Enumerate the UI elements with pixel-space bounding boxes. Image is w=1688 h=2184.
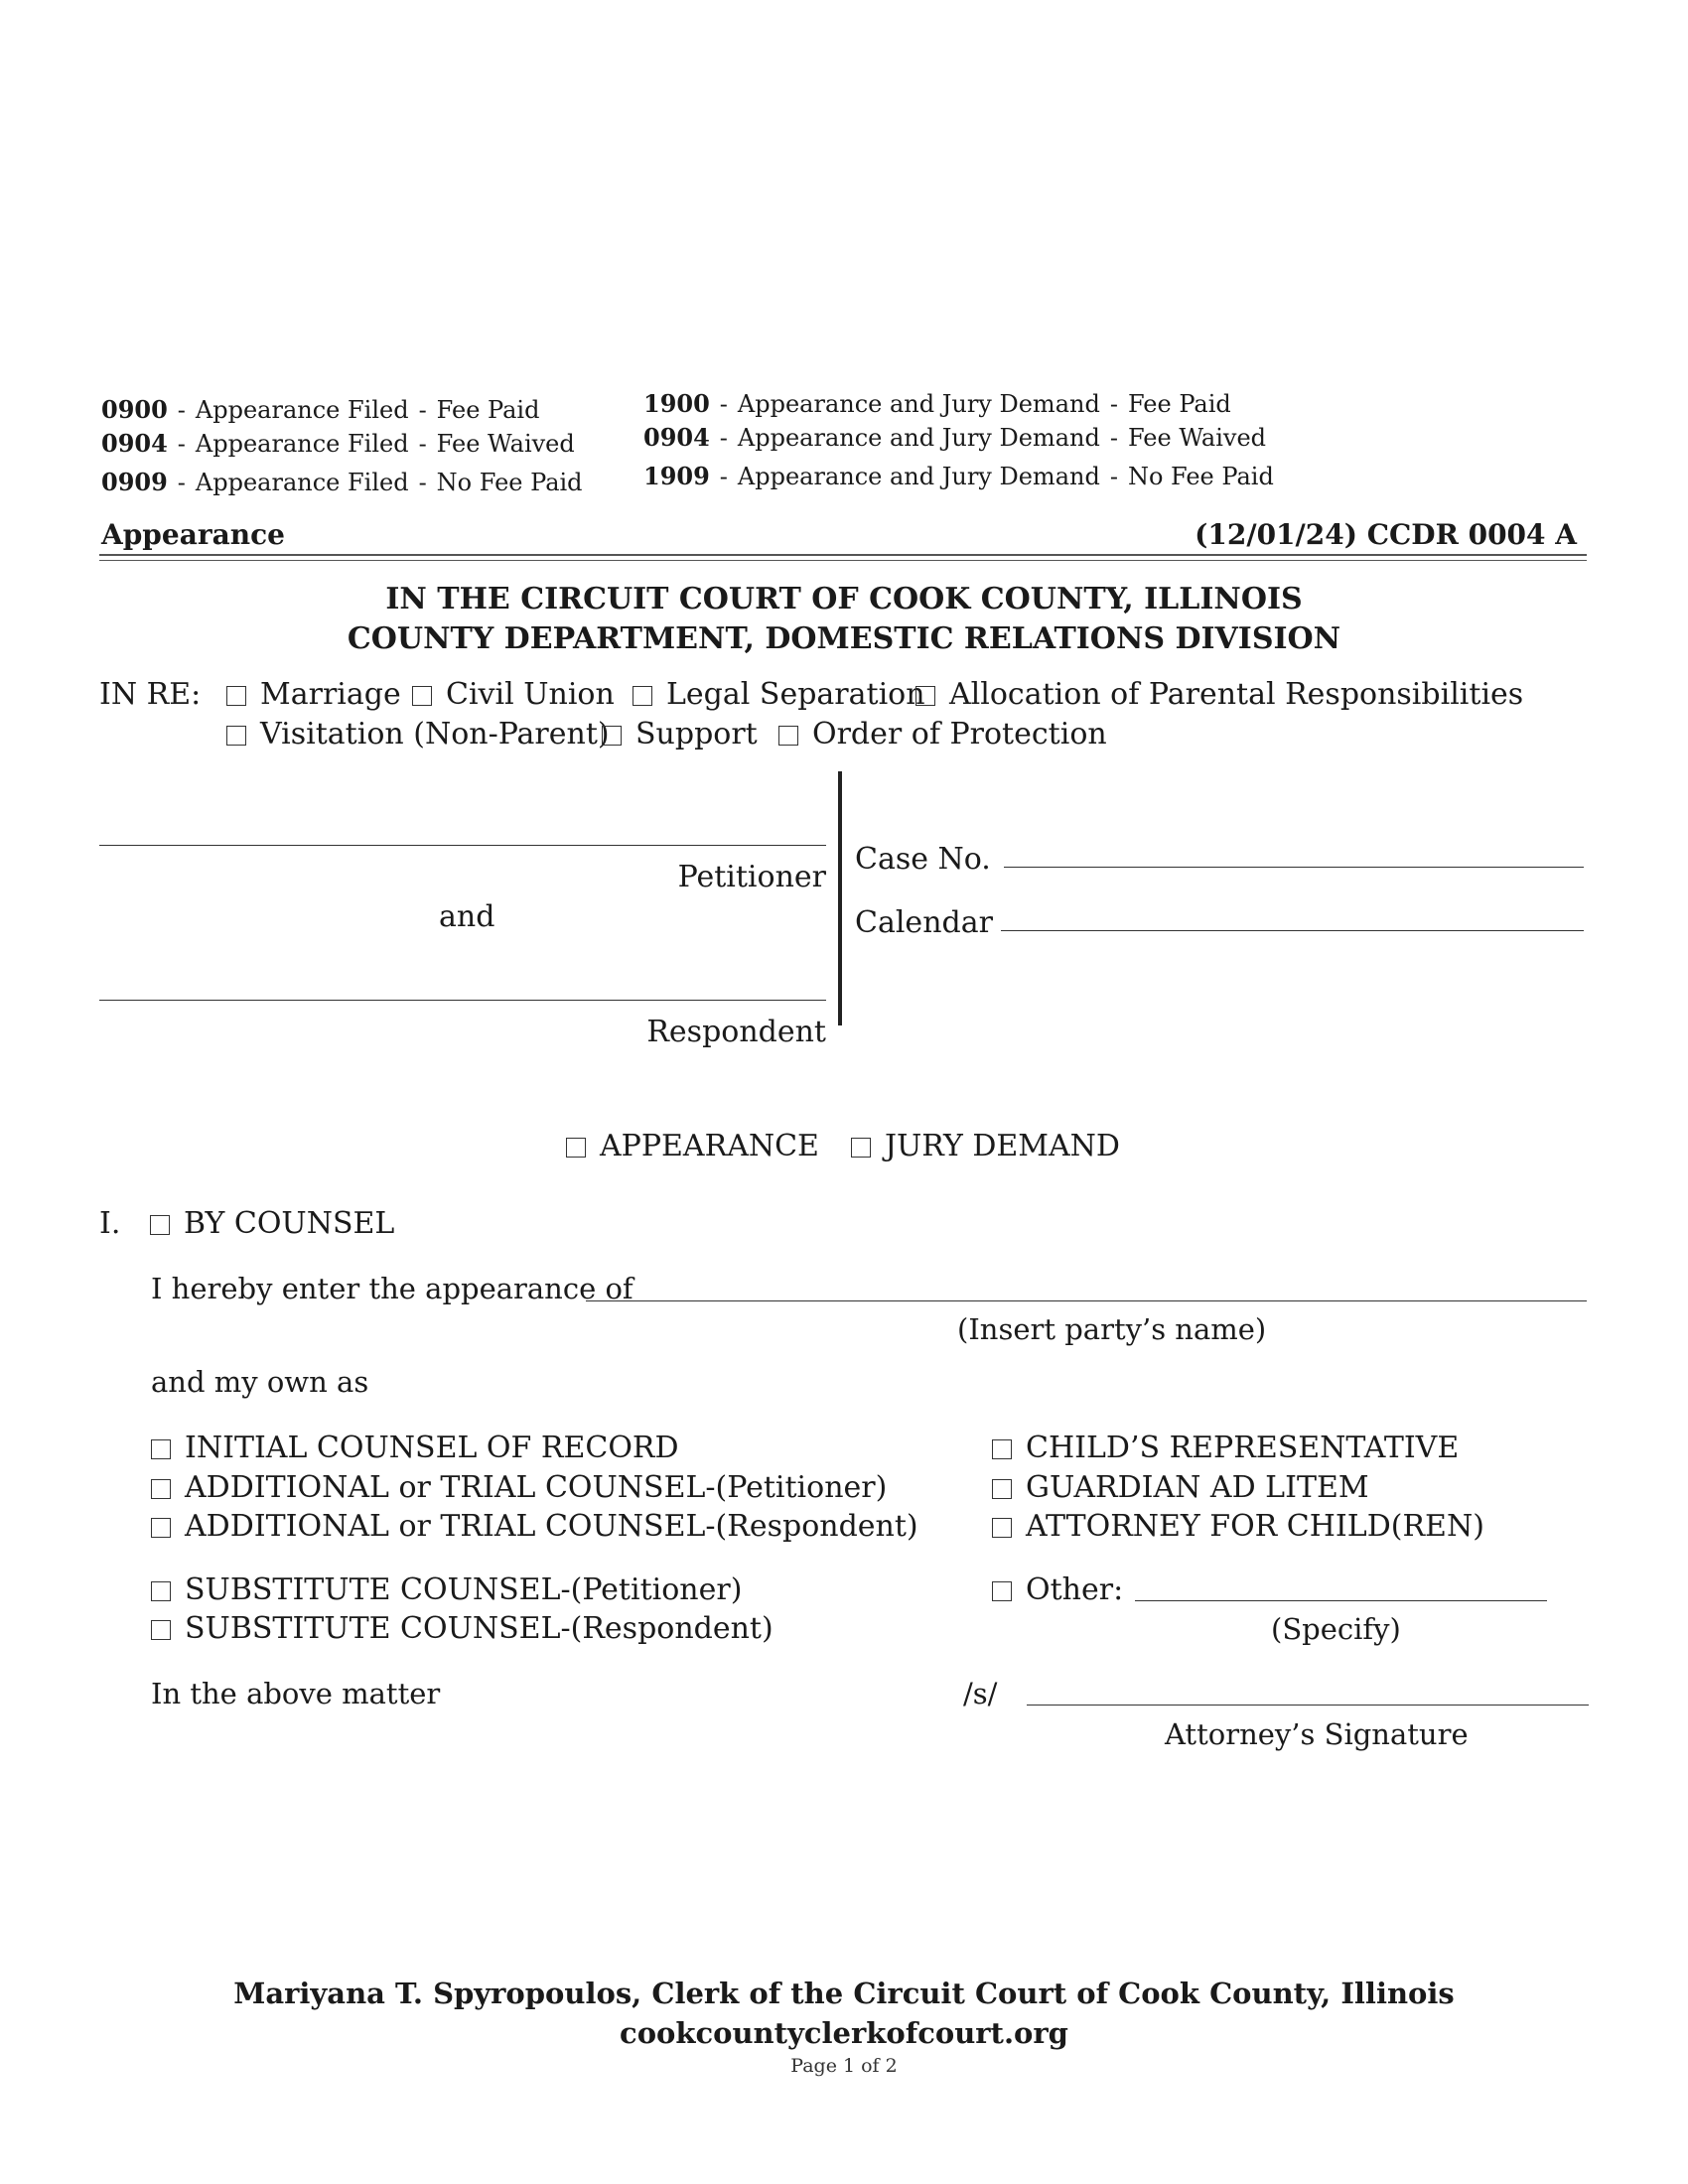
footer-clerk: Mariyana T. Spyropoulos, Clerk of the Circuit Court of Cook County, Illinois bbox=[233, 1977, 1455, 2010]
in-re-option-order-of-protection[interactable]: Order of Protection bbox=[778, 717, 1107, 751]
option-additional-counsel-petitioner[interactable]: ADDITIONAL or TRIAL COUNSEL-(Petitioner) bbox=[151, 1470, 887, 1505]
checkbox[interactable] bbox=[633, 686, 652, 706]
checkbox[interactable] bbox=[151, 1518, 171, 1538]
option-childs-representative[interactable]: CHILD’S REPRESENTATIVE bbox=[992, 1431, 1459, 1465]
case-no-label: Case No. bbox=[855, 842, 991, 877]
option-additional-counsel-respondent[interactable]: ADDITIONAL or TRIAL COUNSEL-(Respondent) bbox=[151, 1509, 918, 1544]
signature-label: Attorney’s Signature bbox=[1165, 1717, 1469, 1751]
calendar-label: Calendar bbox=[855, 905, 993, 940]
option-appearance[interactable]: APPEARANCE bbox=[566, 1129, 819, 1163]
checkbox[interactable] bbox=[992, 1581, 1012, 1601]
signature-prefix: /s/ bbox=[963, 1677, 998, 1710]
option-guardian-ad-litem[interactable]: GUARDIAN AD LITEM bbox=[992, 1470, 1369, 1505]
section-numeral: I. bbox=[99, 1206, 121, 1241]
code-row-1909: 1909 - Appearance and Jury Demand - No Fee Paid bbox=[643, 462, 1274, 490]
option-substitute-counsel-respondent[interactable]: SUBSTITUTE COUNSEL-(Respondent) bbox=[151, 1611, 774, 1646]
code-row-0909: 0909 - Appearance Filed - No Fee Paid bbox=[101, 468, 583, 496]
code-row-0904: 0904 - Appearance Filed - Fee Waived bbox=[101, 429, 575, 458]
in-re-option-support[interactable]: Support bbox=[602, 717, 758, 751]
enter-appearance-text: I hereby enter the appearance of bbox=[151, 1272, 633, 1305]
checkbox[interactable] bbox=[915, 686, 935, 706]
option-jury-demand[interactable]: JURY DEMAND bbox=[851, 1129, 1120, 1163]
petitioner-label: Petitioner bbox=[677, 860, 826, 894]
respondent-name-line[interactable] bbox=[99, 1000, 826, 1001]
option-substitute-counsel-petitioner[interactable]: SUBSTITUTE COUNSEL-(Petitioner) bbox=[151, 1572, 742, 1607]
attorney-signature-line[interactable] bbox=[1027, 1705, 1589, 1706]
code-row-1900: 1900 - Appearance and Jury Demand - Fee Paid bbox=[643, 389, 1231, 418]
caption-divider bbox=[838, 771, 842, 1025]
in-re-option-civil-union[interactable]: Civil Union bbox=[412, 677, 615, 712]
checkbox[interactable] bbox=[602, 726, 622, 746]
checkbox[interactable] bbox=[226, 726, 246, 746]
page-number: Page 1 of 2 bbox=[790, 2055, 898, 2077]
form-code: (12/01/24) CCDR 0004 A bbox=[1195, 518, 1577, 551]
checkbox[interactable] bbox=[778, 726, 798, 746]
case-no-line[interactable] bbox=[1004, 867, 1584, 868]
party-name-line[interactable] bbox=[586, 1300, 1587, 1301]
code-row-0900: 0900 - Appearance Filed - Fee Paid bbox=[101, 395, 540, 424]
checkbox[interactable] bbox=[992, 1439, 1012, 1459]
in-re-label: IN RE: bbox=[99, 677, 202, 712]
other-specify-line[interactable] bbox=[1135, 1600, 1547, 1601]
and-label: and bbox=[439, 899, 495, 934]
option-other[interactable]: Other: bbox=[992, 1572, 1123, 1607]
checkbox[interactable] bbox=[151, 1439, 171, 1459]
checkbox[interactable] bbox=[151, 1581, 171, 1601]
checkbox[interactable] bbox=[992, 1518, 1012, 1538]
calendar-line[interactable] bbox=[1001, 930, 1584, 931]
above-matter-text: In the above matter bbox=[151, 1677, 441, 1710]
checkbox[interactable] bbox=[566, 1138, 586, 1158]
in-re-option-legal-separation[interactable]: Legal Separation bbox=[633, 677, 925, 712]
party-name-hint: (Insert party’s name) bbox=[957, 1312, 1267, 1346]
checkbox[interactable] bbox=[851, 1138, 871, 1158]
option-by-counsel[interactable]: BY COUNSEL bbox=[150, 1206, 394, 1241]
header-rule bbox=[99, 554, 1587, 556]
own-as-text: and my own as bbox=[151, 1365, 369, 1399]
checkbox[interactable] bbox=[151, 1479, 171, 1499]
form-title: Appearance bbox=[101, 518, 285, 551]
checkbox[interactable] bbox=[412, 686, 432, 706]
code-row-0904-jury: 0904 - Appearance and Jury Demand - Fee Waived bbox=[643, 423, 1267, 452]
in-re-option-visitation[interactable]: Visitation (Non-Parent) bbox=[226, 717, 610, 751]
checkbox[interactable] bbox=[150, 1215, 170, 1235]
specify-hint: (Specify) bbox=[1271, 1612, 1401, 1646]
in-re-option-allocation[interactable]: Allocation of Parental Responsibilities bbox=[915, 677, 1523, 712]
footer-website[interactable]: cookcountyclerkofcourt.org bbox=[620, 2016, 1068, 2050]
header-rule-thin bbox=[99, 560, 1587, 561]
petitioner-name-line[interactable] bbox=[99, 845, 826, 846]
checkbox[interactable] bbox=[992, 1479, 1012, 1499]
option-attorney-for-children[interactable]: ATTORNEY FOR CHILD(REN) bbox=[992, 1509, 1484, 1544]
court-heading-line2: COUNTY DEPARTMENT, DOMESTIC RELATIONS DIVISION bbox=[347, 621, 1341, 656]
in-re-option-marriage[interactable]: Marriage bbox=[226, 677, 401, 712]
respondent-label: Respondent bbox=[646, 1015, 826, 1049]
checkbox[interactable] bbox=[226, 686, 246, 706]
checkbox[interactable] bbox=[151, 1620, 171, 1640]
option-initial-counsel[interactable]: INITIAL COUNSEL OF RECORD bbox=[151, 1431, 679, 1465]
court-heading-line1: IN THE CIRCUIT COURT OF COOK COUNTY, ILLINOIS bbox=[385, 582, 1303, 616]
